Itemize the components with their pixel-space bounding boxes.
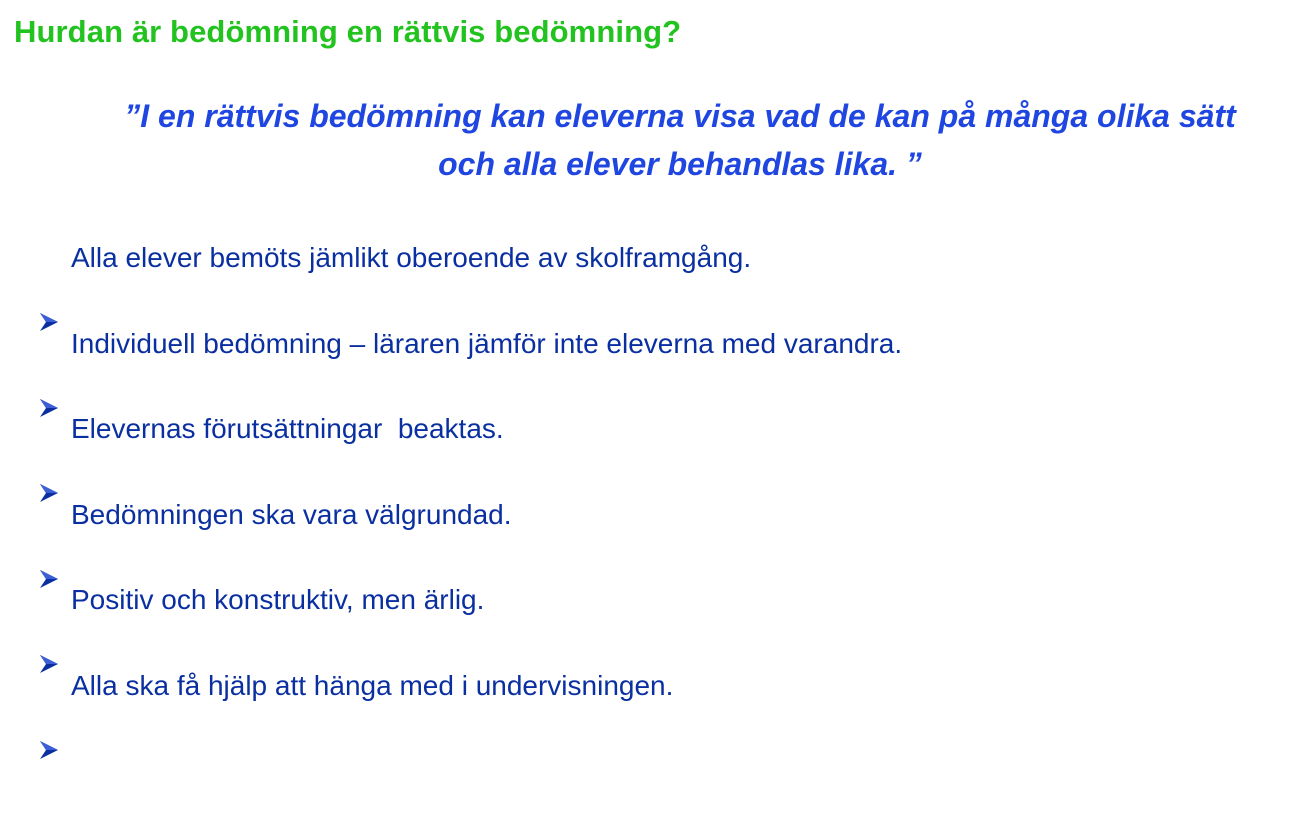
bullet-item (38, 493, 902, 537)
bullet-list (38, 236, 902, 749)
bullet-text: Elevernas förutsättningar beaktas. (71, 413, 504, 444)
quote-line-1: ”I en rättvis bedömning kan eleverna visa vad de kan på många olika sätt (124, 98, 1236, 134)
quote-block (70, 92, 1290, 188)
bullet-item (38, 236, 902, 280)
arrowhead-bullet-icon (38, 504, 60, 526)
bullet-text: Positiv och konstruktiv, men ärlig. (71, 584, 485, 615)
bullet-text: Alla elever bemöts jämlikt oberoende av skolframgång. (71, 242, 752, 273)
arrowhead-bullet-icon (38, 247, 60, 269)
quote-line-2: och alla elever behandlas lika. ” (438, 146, 922, 182)
bullet-text: Individuell bedömning – läraren jämför inte eleverna med varandra. (71, 327, 903, 359)
arrowhead-bullet-icon (38, 675, 60, 697)
bullet-item (38, 578, 902, 622)
arrowhead-bullet-icon (38, 418, 60, 440)
arrowhead-bullet-icon (38, 333, 60, 355)
bullet-text: Alla ska få hjälp att hänga med i undervisningen. (71, 669, 674, 701)
bullet-text: Bedömningen ska vara välgrundad. (71, 498, 512, 530)
bullet-item (38, 407, 902, 451)
bullet-item (38, 664, 902, 708)
bullet-item (38, 322, 902, 366)
arrowhead-bullet-icon (38, 589, 60, 611)
slide-title: Hurdan är bedömning en rättvis bedömning? (14, 14, 682, 49)
